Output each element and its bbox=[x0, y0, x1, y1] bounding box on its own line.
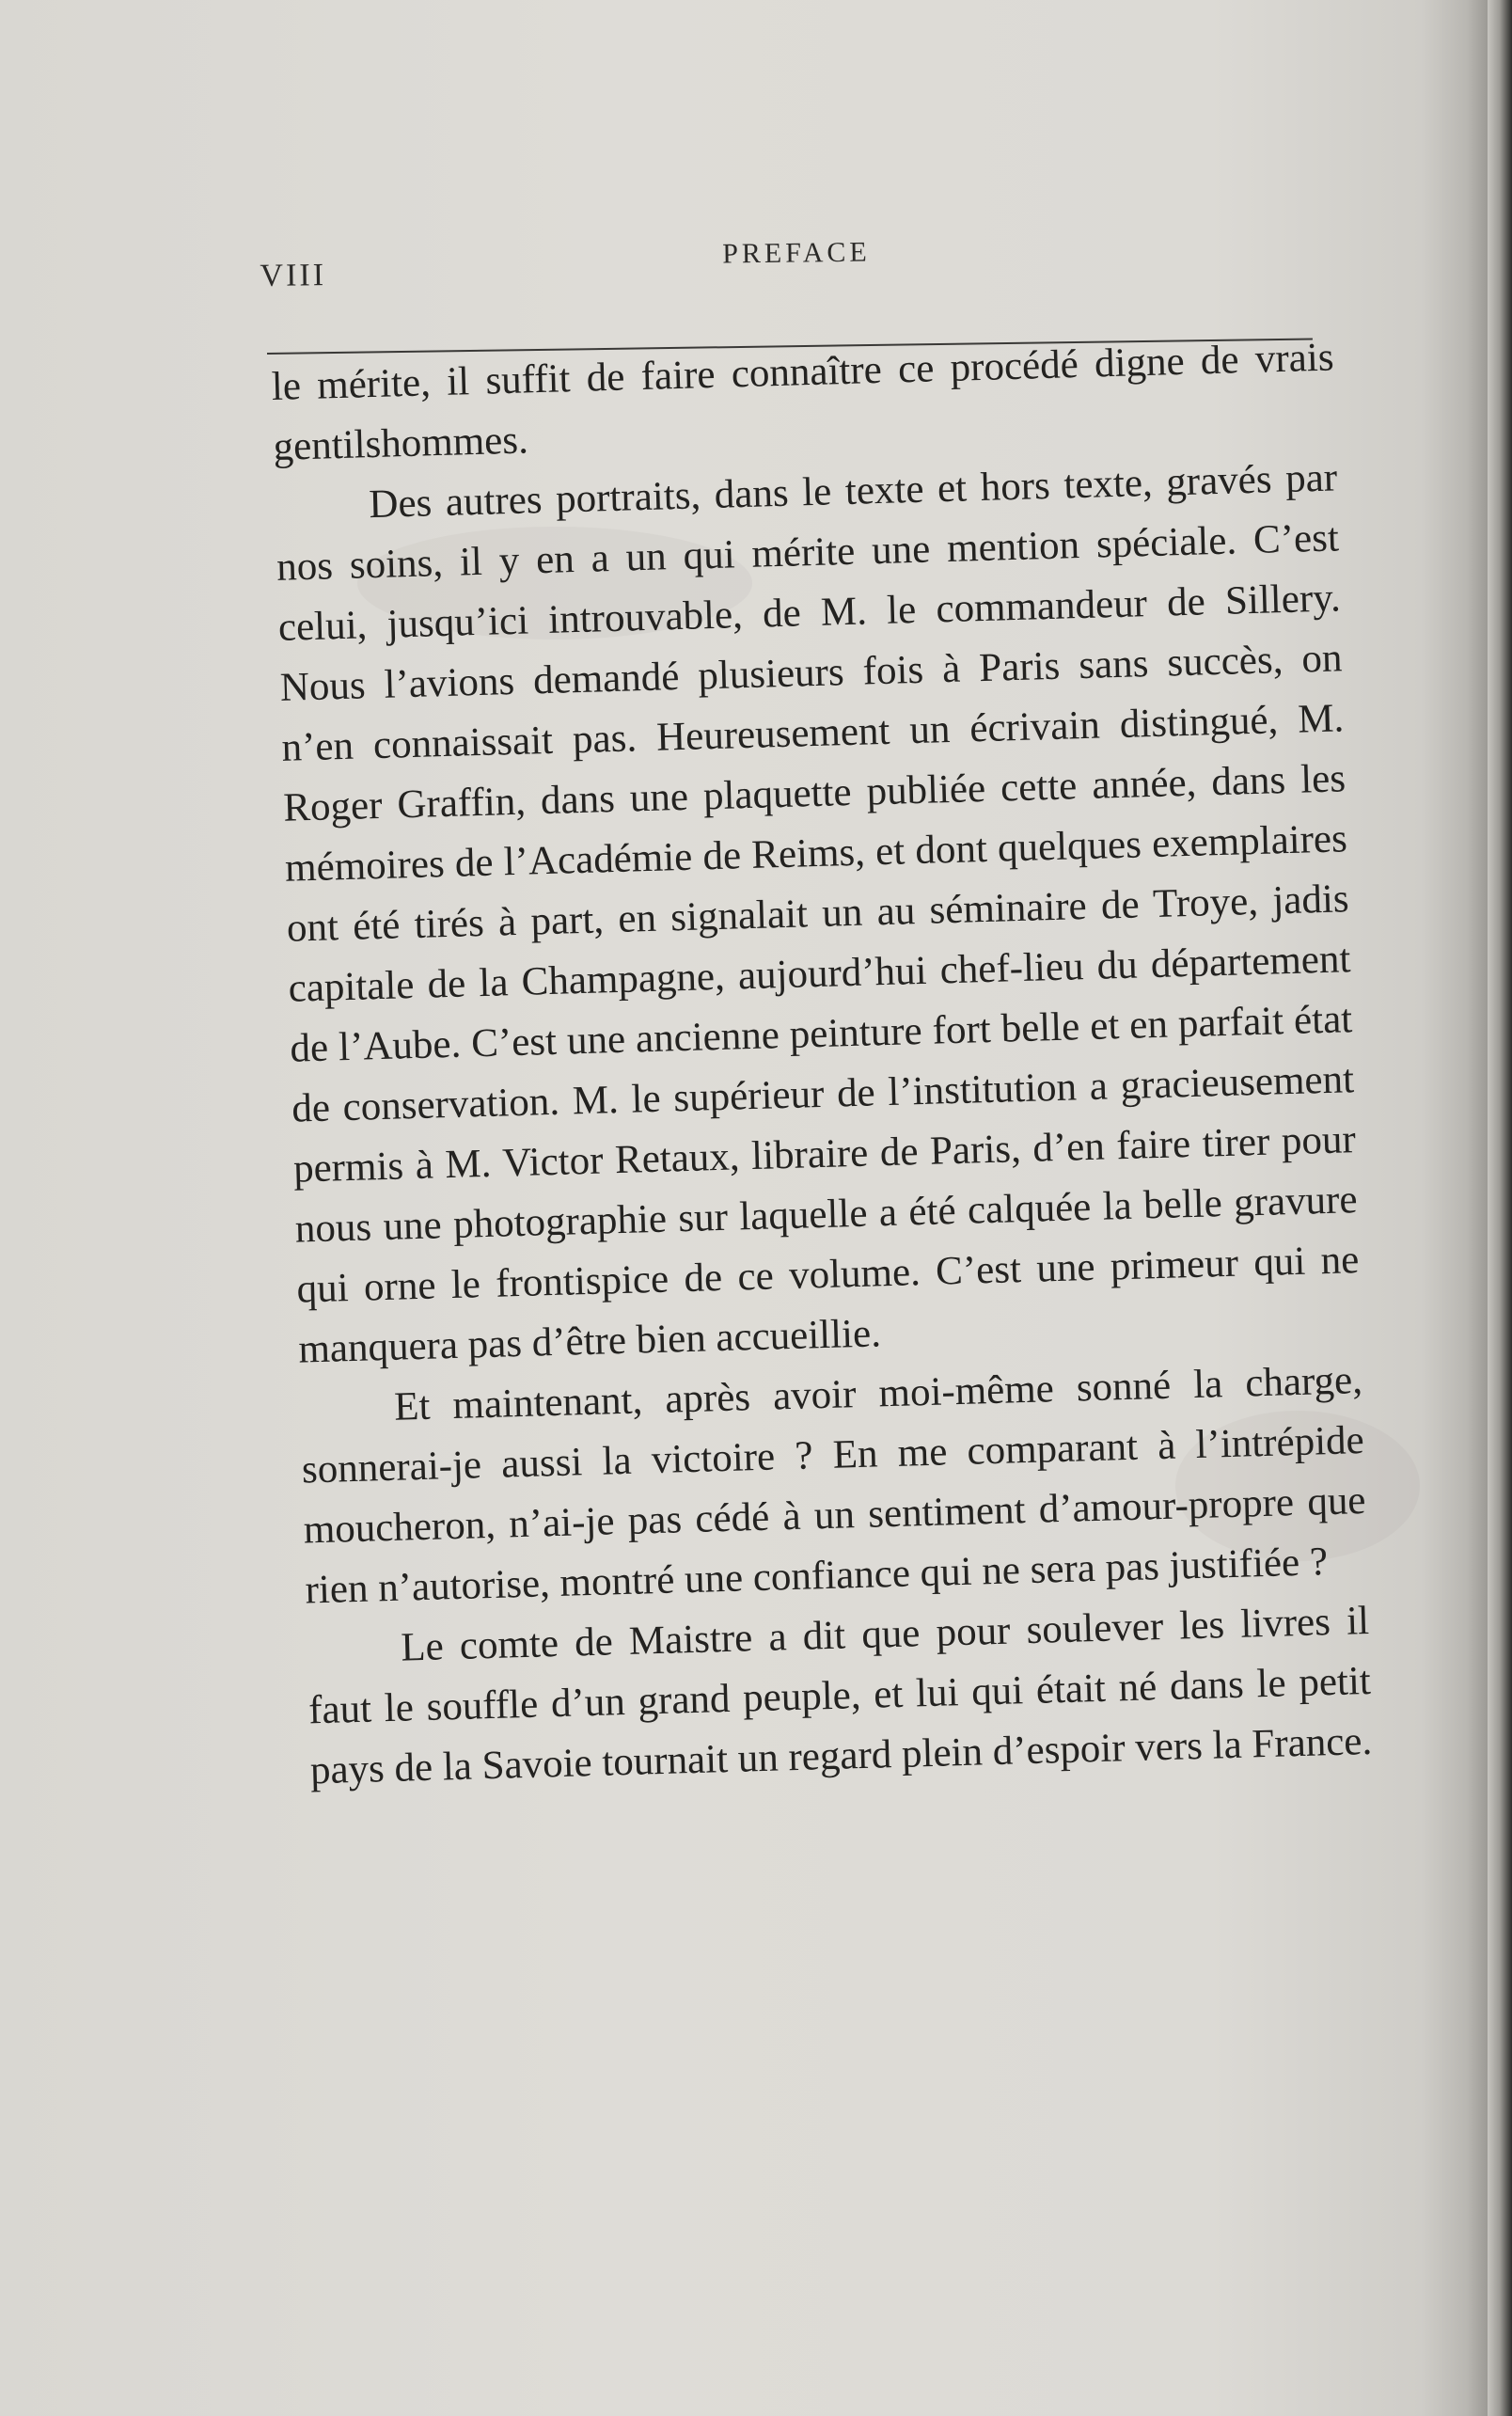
paragraph: Et maintenant, après avoir moi-même sonné la charge, sonnerai-je aussi la victoire ? En me comparant à l’intrépide moucheron, n’ai-je pas cédé à un sentiment d’amour-propre que rien n’autorise, montré une confiance qui ne sera pas justifiée ? bbox=[301, 1358, 1367, 1613]
page-edge-shadow bbox=[1488, 0, 1512, 2416]
page-number: VIII bbox=[260, 258, 327, 293]
paragraph: Des autres portraits, dans le texte et hors texte, gravés par nos soins, il y en a un qui mérite une mention spéciale. C’est celui, jusqu’ici introuvable, de M. le commandeur de Sillery. Nous l’avions demandé plusieurs fois à Paris sans succès, on n’en connaissait pas. Heureusement un écrivain distingué, M. Roger Graffin, dans une plaquette publiée cette année, dans les mémoires de l’Académie de Reims, et dont quelques exemplaires ont été tirés à part, en signalait un au séminaire de Troye, jadis capitale de la Champagne, aujourd’hui chef-lieu du département de l’Aube. C’est une ancienne peinture fort belle et en parfait état de conservation. M. le supérieur de l’institution a gracieusement permis à M. Victor Retaux, libraire de Paris, d’en faire tirer pour nous une photographie sur laquelle a été calquée la belle gravure qui orne le frontispice de ce volume. C’est une primeur qui ne manquera pas d’être bien accueillie. bbox=[276, 455, 1360, 1372]
paragraph-continued: le mérite, il suffit de faire connaître ce procédé digne de vrais gentilshommes. bbox=[271, 335, 1335, 469]
page-header bbox=[260, 226, 1314, 306]
paragraph: Le comte de Maistre a dit que pour soulever les livres il faut le souffle d’un grand peuple, et lui qui était né dans le petit pays de la Savoie tournait un regard plein d’espoir vers la France. bbox=[307, 1598, 1373, 1793]
running-title: PREFACE bbox=[722, 236, 871, 270]
body-text bbox=[271, 327, 1373, 1801]
